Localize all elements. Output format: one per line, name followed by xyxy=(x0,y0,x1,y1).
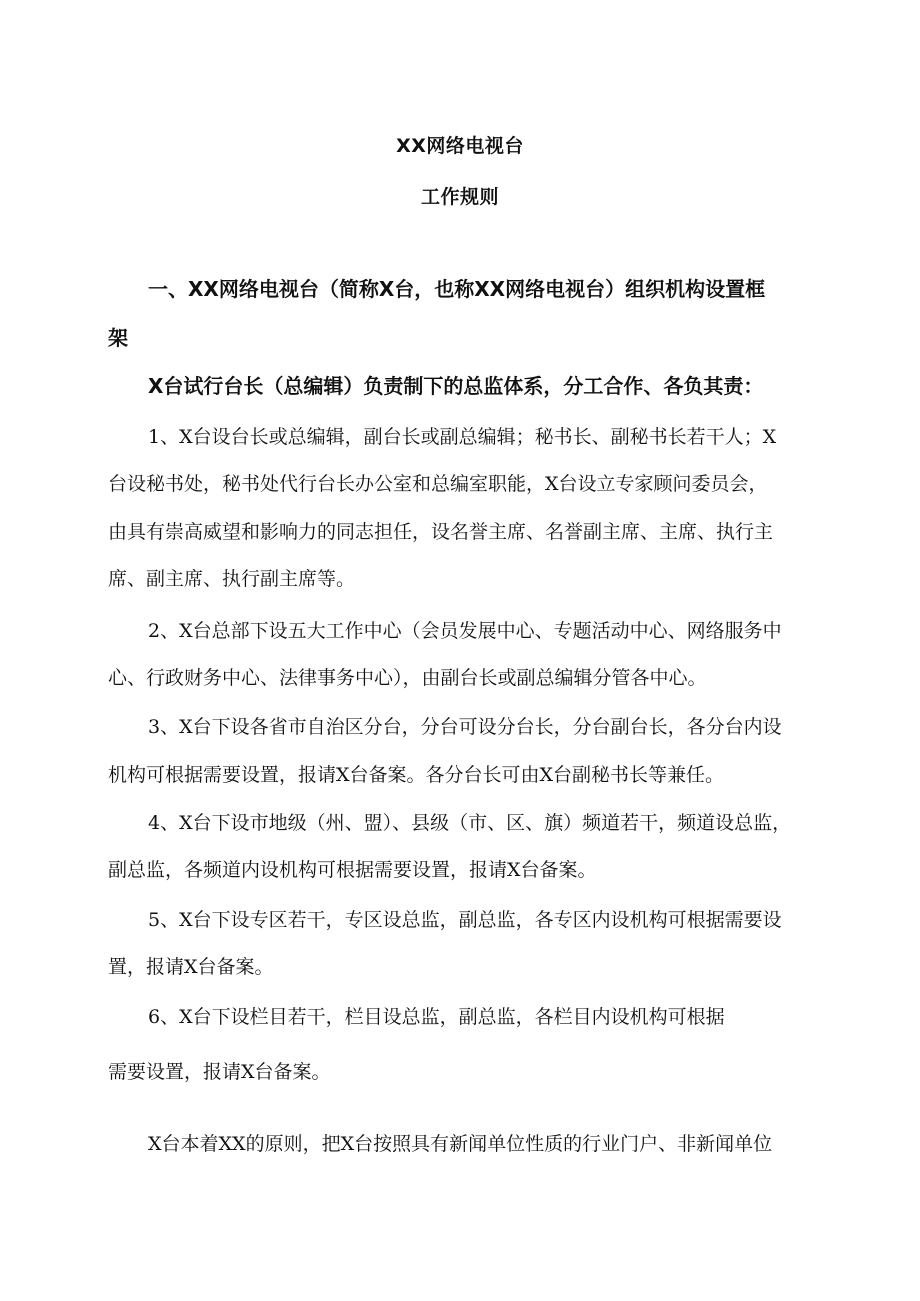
closing-paragraph: X台本着XX的原则，把X台按照具有新闻单位性质的行业门户、非新闻单位 xyxy=(148,1133,773,1155)
item-2-line1: 2、X台总部下设五大工作中心（会员发展中心、专题活动中心、网络服务中 xyxy=(148,620,782,642)
section-heading-line2: 架 xyxy=(108,326,128,350)
item-1-line3: 由具有崇高威望和影响力的同志担任，设名誉主席、名誉副主席、主席、执行主 xyxy=(108,521,774,543)
item-4-line2: 副总监，各频道内设机构可根据需要设置，报请X台备案。 xyxy=(108,859,597,881)
item-6-line1: 6、X台下设栏目若干，栏目设总监，副总监，各栏目内设机构可根据 xyxy=(148,1006,725,1028)
document-subtitle: 工作规则 xyxy=(420,186,499,208)
item-1-line2: 台设秘书处，秘书处代行台长办公室和总编室职能，X台设立专家顾问委员会， xyxy=(108,473,768,495)
item-2-line2: 心、行政财务中心、法律事务中心），由副台长或副总编辑分管各中心。 xyxy=(108,667,707,689)
section-heading-line1: 一、XX网络电视台（简称X台，也称XX网络电视台）组织机构设置框 xyxy=(148,277,766,301)
document-title: XX网络电视台 xyxy=(396,135,524,157)
item-3-line2: 机构可根据需要设置，报请X台备案。各分台长可由X台副秘书长等兼任。 xyxy=(108,764,725,786)
item-1-line1: 1、X台设台长或总编辑，副台长或副总编辑；秘书长、副秘书长若干人；X xyxy=(148,426,777,448)
item-1-line4: 席、副主席、执行副主席等。 xyxy=(108,568,356,590)
item-6-line2: 需要设置，报请X台备案。 xyxy=(108,1061,331,1083)
item-3-line1: 3、X台下设各省市自治区分台，分台可设分台长，分台副台长，各分台内设 xyxy=(148,716,782,738)
item-5-line1: 5、X台下设专区若干，专区设总监，副总监，各专区内设机构可根据需要设 xyxy=(148,909,782,931)
intro-paragraph: X台试行台长（总编辑）负责制下的总监体系，分工合作、各负其责： xyxy=(148,374,764,398)
item-4-line1: 4、X台下设市地级（州、盟）、县级（市、区、旗）频道若干，频道设总监， xyxy=(148,812,792,834)
item-5-line2: 置，报请X台备案。 xyxy=(108,956,274,978)
